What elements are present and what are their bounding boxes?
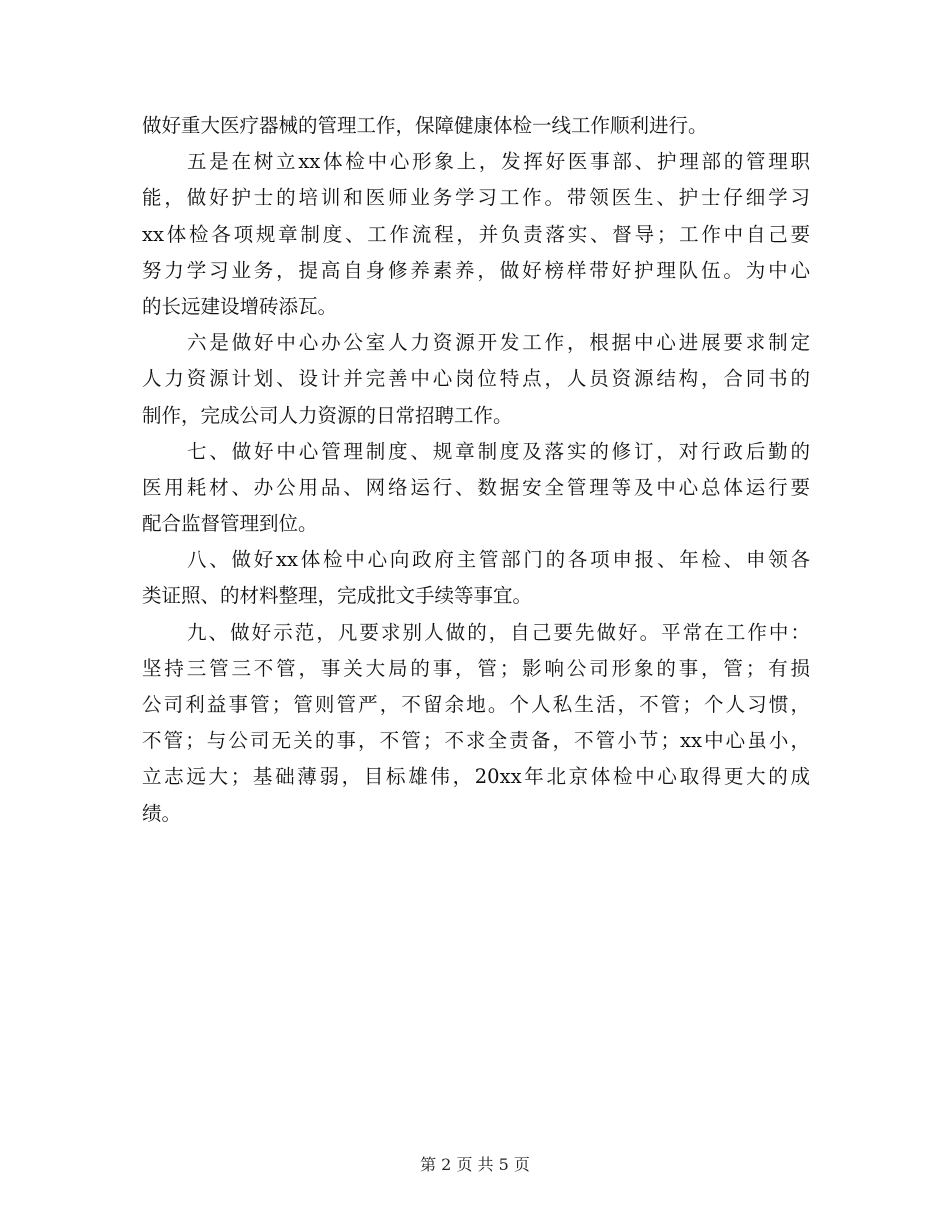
text-line: 类证照、的材料整理，完成批文手续等事宜。: [142, 584, 533, 608]
text-line: 制作，完成公司人力资源的日常招聘工作。: [142, 403, 513, 427]
text-line: xx体检各项规章制度、工作流程，并负责落实、督导；工作中自己要: [142, 222, 810, 246]
text-line: 医用耗材、办公用品、网络运行、数据安全管理等及中心总体运行要: [142, 475, 810, 499]
document-body: [142, 108, 810, 832]
page-number: 第 2 页 共 5 页: [420, 1155, 530, 1174]
text-line: 不管；与公司无关的事，不管；不求全责备，不管小节；xx中心虽小，: [142, 729, 810, 753]
text-line: 九、做好示范，凡要求别人做的，自己要先做好。平常在工作中：: [187, 620, 810, 644]
text-line: 公司利益事管；管则管严，不留余地。个人私生活，不管；个人习惯，: [142, 693, 810, 716]
text-line: 配合监督管理到位。: [142, 512, 318, 536]
text-line: 的长远建设增砖添瓦。: [142, 294, 338, 318]
text-line: 八、做好xx体检中心向政府主管部门的各项申报、年检、申领各: [187, 548, 810, 572]
text-line: 立志远大；基础薄弱，目标雄伟，20xx年北京体检中心取得更大的成: [142, 765, 810, 789]
text-line: 五是在树立xx体检中心形象上，发挥好医事部、护理部的管理职: [187, 150, 810, 174]
text-line: 能，做好护士的培训和医师业务学习工作。带领医生、护士仔细学习: [142, 186, 810, 210]
text-line: 人力资源计划、设计并完善中心岗位特点，人员资源结构，合同书的: [142, 367, 810, 391]
text-line: 坚持三管三不管，事关大局的事，管；影响公司形象的事，管；有损: [142, 656, 810, 680]
text-line: 六是做好中心办公室人力资源开发工作，根据中心进展要求制定: [187, 331, 810, 355]
text-line: 七、做好中心管理制度、规章制度及落实的修订，对行政后勤的: [187, 439, 810, 463]
text-line: 努力学习业务，提高自身修养素养，做好榜样带好护理队伍。为中心: [142, 258, 810, 282]
text-line: 绩。: [142, 801, 182, 825]
text-line: 做好重大医疗器械的管理工作，保障健康体检一线工作顺利进行。: [142, 114, 708, 137]
